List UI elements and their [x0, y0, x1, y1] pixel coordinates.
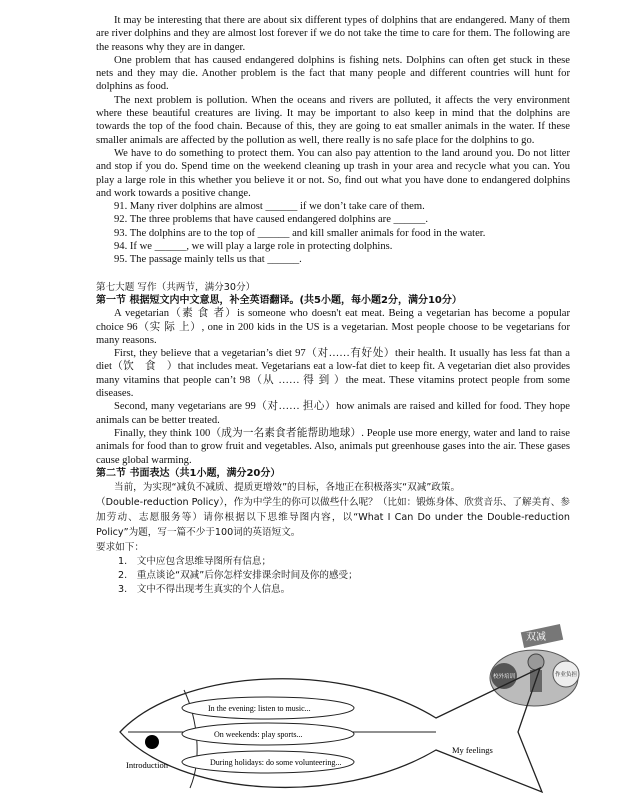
badge-title: 双减: [526, 632, 546, 643]
translation-paragraph: A vegetarian（素 食 者）is someone who doesn't eat meat. Being a vegetarian has become a popular choice 96（实 际 上）, one in 200 kids in the US is a vegetarian. Most people choose to be vegetarians for many reasons.: [96, 308, 570, 346]
badge-right-label: 作业负担: [554, 672, 578, 678]
question-93: 93. The dolphins are to the top of ______ and kill smaller animals for food in the water.: [114, 227, 486, 239]
requirements-list: [118, 555, 570, 597]
question-list: [96, 200, 570, 266]
writing-prompt: 当前，为实现“减负不减质、提质更增效”的目标，各地正在积极落实“双减”政策。: [114, 482, 461, 494]
badge-left-label: 校外培训: [492, 674, 516, 680]
part2-title: 第二节 书面表达（共1小题，满分20分）: [96, 467, 281, 479]
fish-eye: [145, 735, 159, 749]
requirement-item: 3. 文中不得出现考生真实的个人信息。: [118, 584, 291, 596]
translation-paragraph: Second, many vegetarians are 99（对…… 担心）how animals are raised and killed for food. They hope animals can be better treated.: [96, 401, 570, 426]
translation-paragraph: First, they believe that a vegetarian’s diet 97（对……有好处）their health. It usually has less fat than a diet（饮 食 ）that includes meat. Vegetarians eat a low-fat diet to keep fit. A vegetarian diet also provides many vitamins that people can’t 98（从 …… 得 到 ）the meat. These vitamins protect people from some diseases.: [96, 348, 570, 400]
passage-paragraph: It may be interesting that there are about six different types of dolphins that are endangered. Many of them are river dolphins and they are almost lost forever if we do not take the time to care for them. The following are the reasons why they are in danger.: [96, 15, 570, 53]
branch-weekends: On weekends: play sports...: [214, 730, 303, 739]
fish-mind-map: [118, 660, 558, 800]
branch-evening: In the evening: listen to music...: [208, 704, 311, 713]
translation-paragraph: Finally, they think 100（成为一名素食者能帮助地球）. People use more energy, water and land to raise animals for food than to grow fruit and vegetables. Also, animals put greenhouse gases into the air. These gases cause global warming.: [96, 427, 570, 466]
part1-title: 第一节 根据短文内中文意思，补全英语翻译。(共5小题，每小题2分，满分10分）: [96, 294, 462, 306]
requirement-item: 1. 文中应包含思维导图所有信息；: [118, 556, 272, 568]
branch-holidays: During holidays: do some volunteering...: [210, 758, 342, 767]
requirements-title: 要求如下：: [96, 542, 144, 554]
intro-label: Introduction: [126, 760, 169, 770]
question-95: 95. The passage mainly tells us that ______.: [114, 254, 302, 266]
document-page: [96, 14, 570, 597]
question-92: 92. The three problems that have caused endangered dolphins are ______.: [114, 214, 428, 226]
question-94: 94. If we ______, we will play a large role in protecting dolphins.: [114, 241, 393, 253]
feelings-label: My feelings: [452, 745, 493, 755]
passage-paragraph: The next problem is pollution. When the oceans and rivers are polluted, it affects the very environment where these beautiful creatures are living. It may be important to also keep in mind that the dolphins are towards the top of the food chain. Because of this, they are going to eat smaller animals in the water. If these smaller animals are affected by the pollution as well, there really is no safe place for the dolphins to go.: [96, 94, 570, 146]
requirement-item: 2. 重点谈论“双减”后你怎样安排课余时间及你的感受；: [118, 570, 358, 582]
question-91: 91. Many river dolphins are almost ______ if we don’t take care of them.: [114, 201, 425, 213]
passage-paragraph: We have to do something to protect them. You can also pay attention to the land around you. Do not litter and stop if you do. Spend time on the weekend cleaning up trash in your area and recycle what you can. You play a large role in this whether you believe it or not. So, find out what you have done to endangered dolphins and work towards a positive change.: [96, 147, 570, 199]
passage-paragraph: One problem that has caused endangered dolphins is fishing nets. Dolphins can often get stuck in these nets and they may die. Another problem is the fact that many people and different countries will hunt for dolphins as food.: [96, 54, 570, 93]
writing-prompt: （Double-reduction Policy），作为中学生的你可以做些什么呢？（比如：锻炼身体、欣赏音乐、了解美育、参加劳动、志愿服务等）请你根据以下思维导图内容，以“What I Can Do under the Double-reduction Policy”为题，写一篇不少于100词的英语短文。: [96, 497, 570, 539]
section-title: 第七大题 写作（共两节，满分30分）: [96, 281, 256, 293]
